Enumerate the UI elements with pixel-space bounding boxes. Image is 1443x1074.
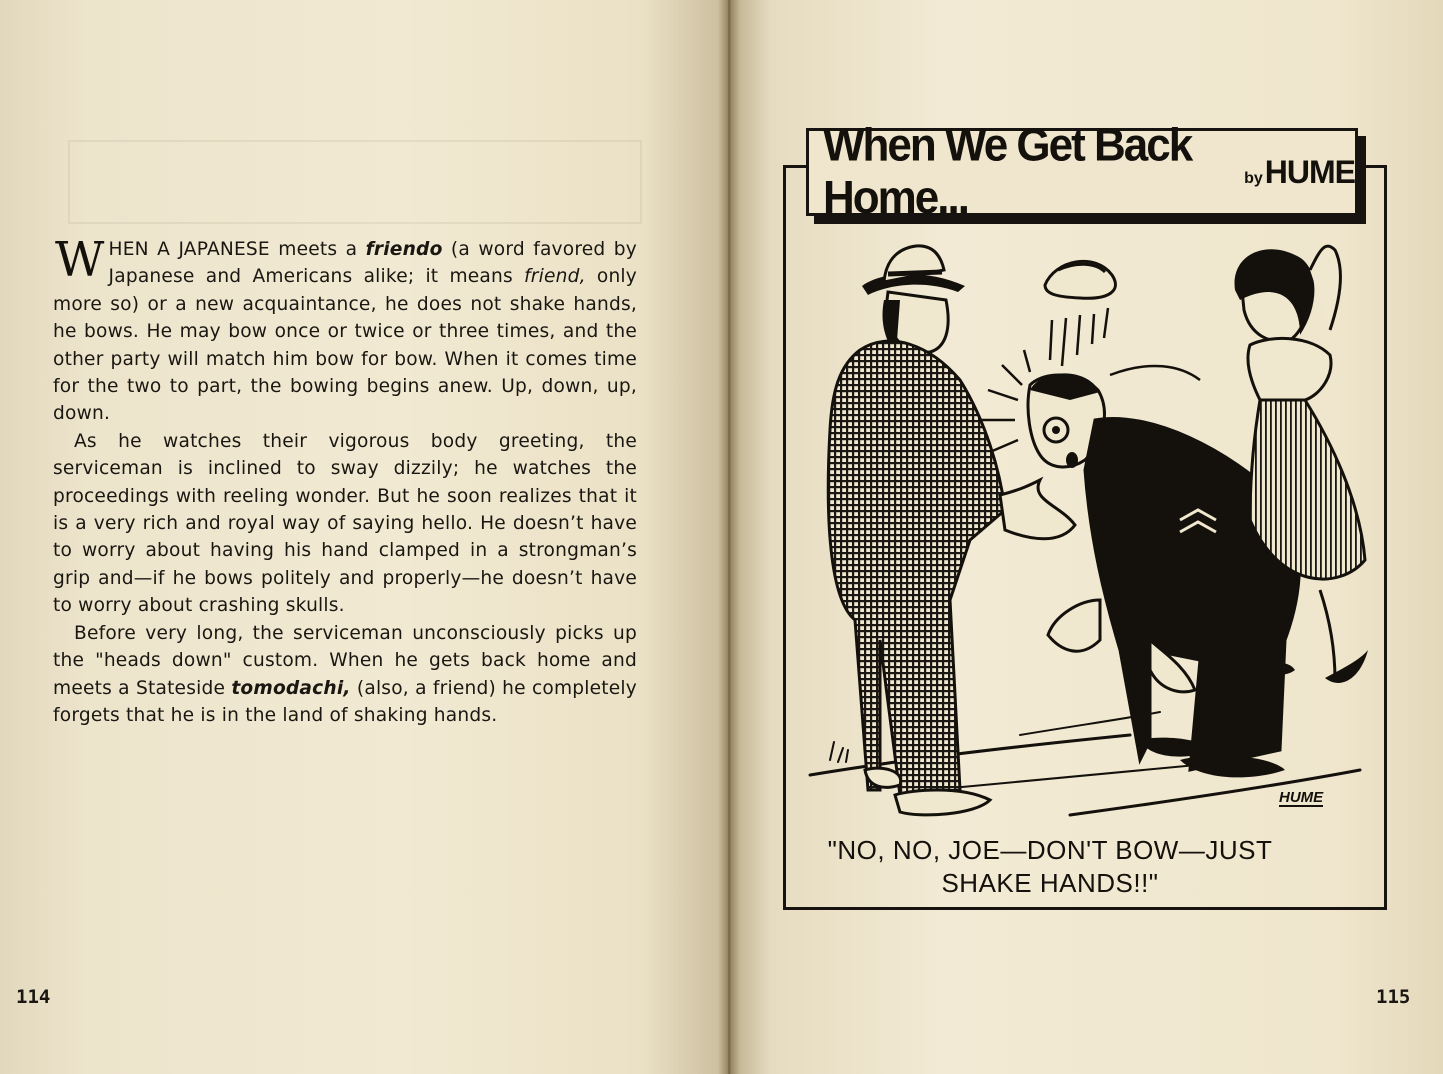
text-run: only more so) or a new acquaintance, he does not shake hands, he bows. He may bow once or twice or three times, and the other party will match him bow for bow. When it comes time for the two to part, the bowing begins anew. Up, down, up, down.: [53, 266, 637, 425]
cartoon-caption: [790, 834, 1310, 900]
term-friend: friend,: [524, 266, 586, 288]
cartoon-title-box: [806, 119, 1358, 224]
flying-hat: [1045, 261, 1115, 366]
text-run: meets a: [269, 239, 366, 260]
artist-signature: HUME: [1279, 789, 1324, 806]
term-tomodachi: tomodachi,: [231, 677, 351, 699]
page-number-right: 115: [1376, 986, 1411, 1008]
term-friendo: friendo: [365, 239, 443, 260]
drop-cap: W: [55, 232, 105, 288]
text-run: Before very long, the serviceman unconsciously picks up the "heads down" custom. When he gets back home and meets a Stateside: [53, 622, 637, 699]
man-in-hat-figure: [828, 246, 1075, 815]
cartoon-title: When We Get Back Home...: [823, 119, 1192, 224]
caption-line-2: SHAKE HANDS!!": [941, 868, 1159, 898]
caption-line-1: "NO, NO, JOE—DON'T BOW—JUST: [827, 835, 1273, 865]
text-run: (also, a friend) he completely forgets that he is in the land of shaking hands.: [53, 677, 637, 726]
paragraph-2: As he watches their vigorous body greeting, the serviceman is inclined to sway dizzily; he watches the proceedings with reeling wonder. But he soon realizes that it is a very rich and royal way of saying hello. He doesn’t have to worry about having his hand clamped in a strongman’s grip and—if he bows politely and properly—he doesn’t have to worry about crashing skulls.: [53, 430, 637, 617]
opening-smallcaps: HEN A JAPANESE: [108, 239, 270, 260]
cartoon-by: by: [1244, 170, 1263, 187]
cartoon-artist: HUME: [1264, 153, 1355, 190]
bowing-sailor-figure: [981, 350, 1299, 777]
text-run: (a word favored by Japanese and Americans alike; it means: [108, 239, 637, 288]
page-number-left: 114: [16, 986, 51, 1008]
